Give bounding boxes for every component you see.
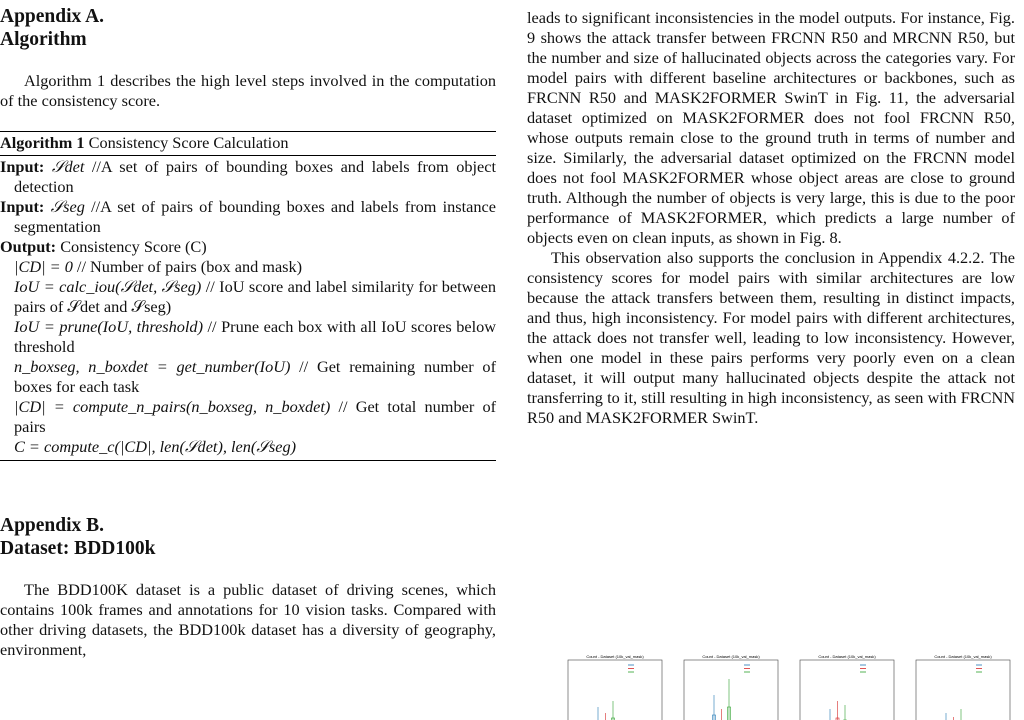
algorithm-keyword: Input: — [0, 197, 45, 216]
thumbnail-title: Count - Dataset (10k_val_mask) — [934, 654, 992, 659]
algorithm-line — [0, 237, 496, 257]
algorithm-title: Algorithm 1 Consistency Score Calculation — [0, 132, 496, 156]
boxplot-thumbnails — [560, 650, 1016, 720]
left-column — [0, 0, 496, 660]
algorithm-line — [0, 437, 496, 457]
appendix-b-paragraph: The BDD100K dataset is a public dataset of driving scenes, which contains 100k frames and annotations for 10 vision tasks. Compared with other driving datasets, the BDD100k dataset has a diversity of geography, environment, — [0, 580, 496, 659]
algorithm-line — [0, 277, 496, 317]
algorithm-comment: // Prune each box with all IoU scores below threshold — [14, 317, 496, 356]
algorithm-math: IoU = calc_iou(𝒮det, 𝒮seg) — [14, 277, 202, 296]
thumbnail-frame — [684, 660, 778, 720]
algorithm-comment: // Get remaining number of boxes for each task — [14, 357, 496, 396]
algorithm-math: n_boxseg, n_boxdet = get_number(IoU) — [14, 357, 291, 376]
algorithm-math: 𝒮seg — [50, 197, 85, 216]
thumbnail-frame — [568, 660, 662, 720]
algorithm-math: |CD| = compute_n_pairs(n_boxseg, n_boxdet) — [14, 397, 331, 416]
right-column — [527, 0, 1015, 428]
appendix-a-intro: Algorithm 1 describes the high level steps involved in the computation of the consistency score. — [0, 71, 496, 110]
thumbnail-title: Count - Dataset (10k_val_mask) — [586, 654, 644, 659]
algorithm-box — [0, 131, 496, 461]
algorithm-math: IoU = prune(IoU, threshold) — [14, 317, 203, 336]
algorithm-math: C = compute_c(|CD|, len(𝒮det), len(𝒮seg) — [14, 437, 297, 456]
figure-thumbnails — [560, 650, 1016, 720]
algorithm-line — [0, 257, 496, 277]
algorithm-keyword: Input: — [0, 157, 45, 176]
algorithm-line — [0, 357, 496, 397]
thumbnail-panel — [916, 654, 1010, 720]
algorithm-comment: Consistency Score (C) — [60, 237, 207, 256]
algorithm-line — [0, 317, 496, 357]
algorithm-comment: //A set of pairs of bounding boxes and labels from object detection — [14, 157, 496, 196]
thumbnail-frame — [800, 660, 894, 720]
right-paragraph-1: leads to significant inconsistencies in the model outputs. For instance, Fig. 9 shows the attack transfer between FRCNN R50 and MRCNN R50, but the number and size of hallucinated objects across the categories vary. For model pairs with different baseline architectures or backbones, such as FRCNN R50 and MASK2FORMER SwinT in Fig. 11, the adversarial dataset optimized on MASK2FORMER does not fool FRCNN R50, whose outputs remain close to the ground truth in terms of number and size. Similarly, the adversarial dataset optimized on the FRCNN model does not fool MASK2FORMER whose object areas are close to ground truth. Although the number of objects is very large, this is due to the poor performance of MASK2FORMER, which predicts a large number of objects even on clean inputs, as shown in Fig. 8. — [527, 8, 1015, 247]
algorithm-comment: // Get total number of pairs — [14, 397, 497, 436]
algorithm-comment: // IoU score and label similarity for between pairs of 𝒮det and 𝒮seg) — [14, 277, 497, 316]
thumbnail-panel — [568, 654, 662, 720]
right-paragraph-2: This observation also supports the conclusion in Appendix 4.2.2. The consistency scores for model pairs with similar architectures are low because the attack transfers between them, resulting in distinct impacts, and thus, high inconsistency. For model pairs with different architectures, the attack does not transfer well, leading to low inconsistency. However, when one model in these pairs performs very poorly even on a clean dataset, it will output many hallucinated objects despite the attack not transferring to it, still resulting in high inconsistency, as seen with FRCNN R50 and MASK2FORMER SwinT. — [527, 248, 1015, 427]
thumbnail-title: Count - Dataset (10k_val_mask) — [818, 654, 876, 659]
algorithm-comment: //A set of pairs of bounding boxes and labels from instance segmentation — [14, 197, 496, 236]
algorithm-comment: // Number of pairs (box and mask) — [72, 257, 303, 276]
appendix-b-heading: Appendix B. Dataset: BDD100k — [0, 515, 156, 559]
appendix-a-heading: Appendix A. Algorithm — [0, 6, 105, 50]
algorithm-math: 𝒮det — [51, 157, 85, 176]
algorithm-math: |CD| = 0 — [14, 257, 73, 276]
thumbnail-title: Count - Dataset (10k_val_mask) — [702, 654, 760, 659]
thumbnail-panel — [684, 654, 778, 720]
algorithm-line — [0, 397, 496, 437]
thumbnail-panel — [800, 654, 894, 720]
algorithm-keyword: Output: — [0, 237, 57, 256]
algorithm-body — [0, 156, 496, 460]
algorithm-line — [0, 157, 496, 197]
thumbnail-frame — [916, 660, 1010, 720]
algorithm-line — [0, 197, 496, 237]
